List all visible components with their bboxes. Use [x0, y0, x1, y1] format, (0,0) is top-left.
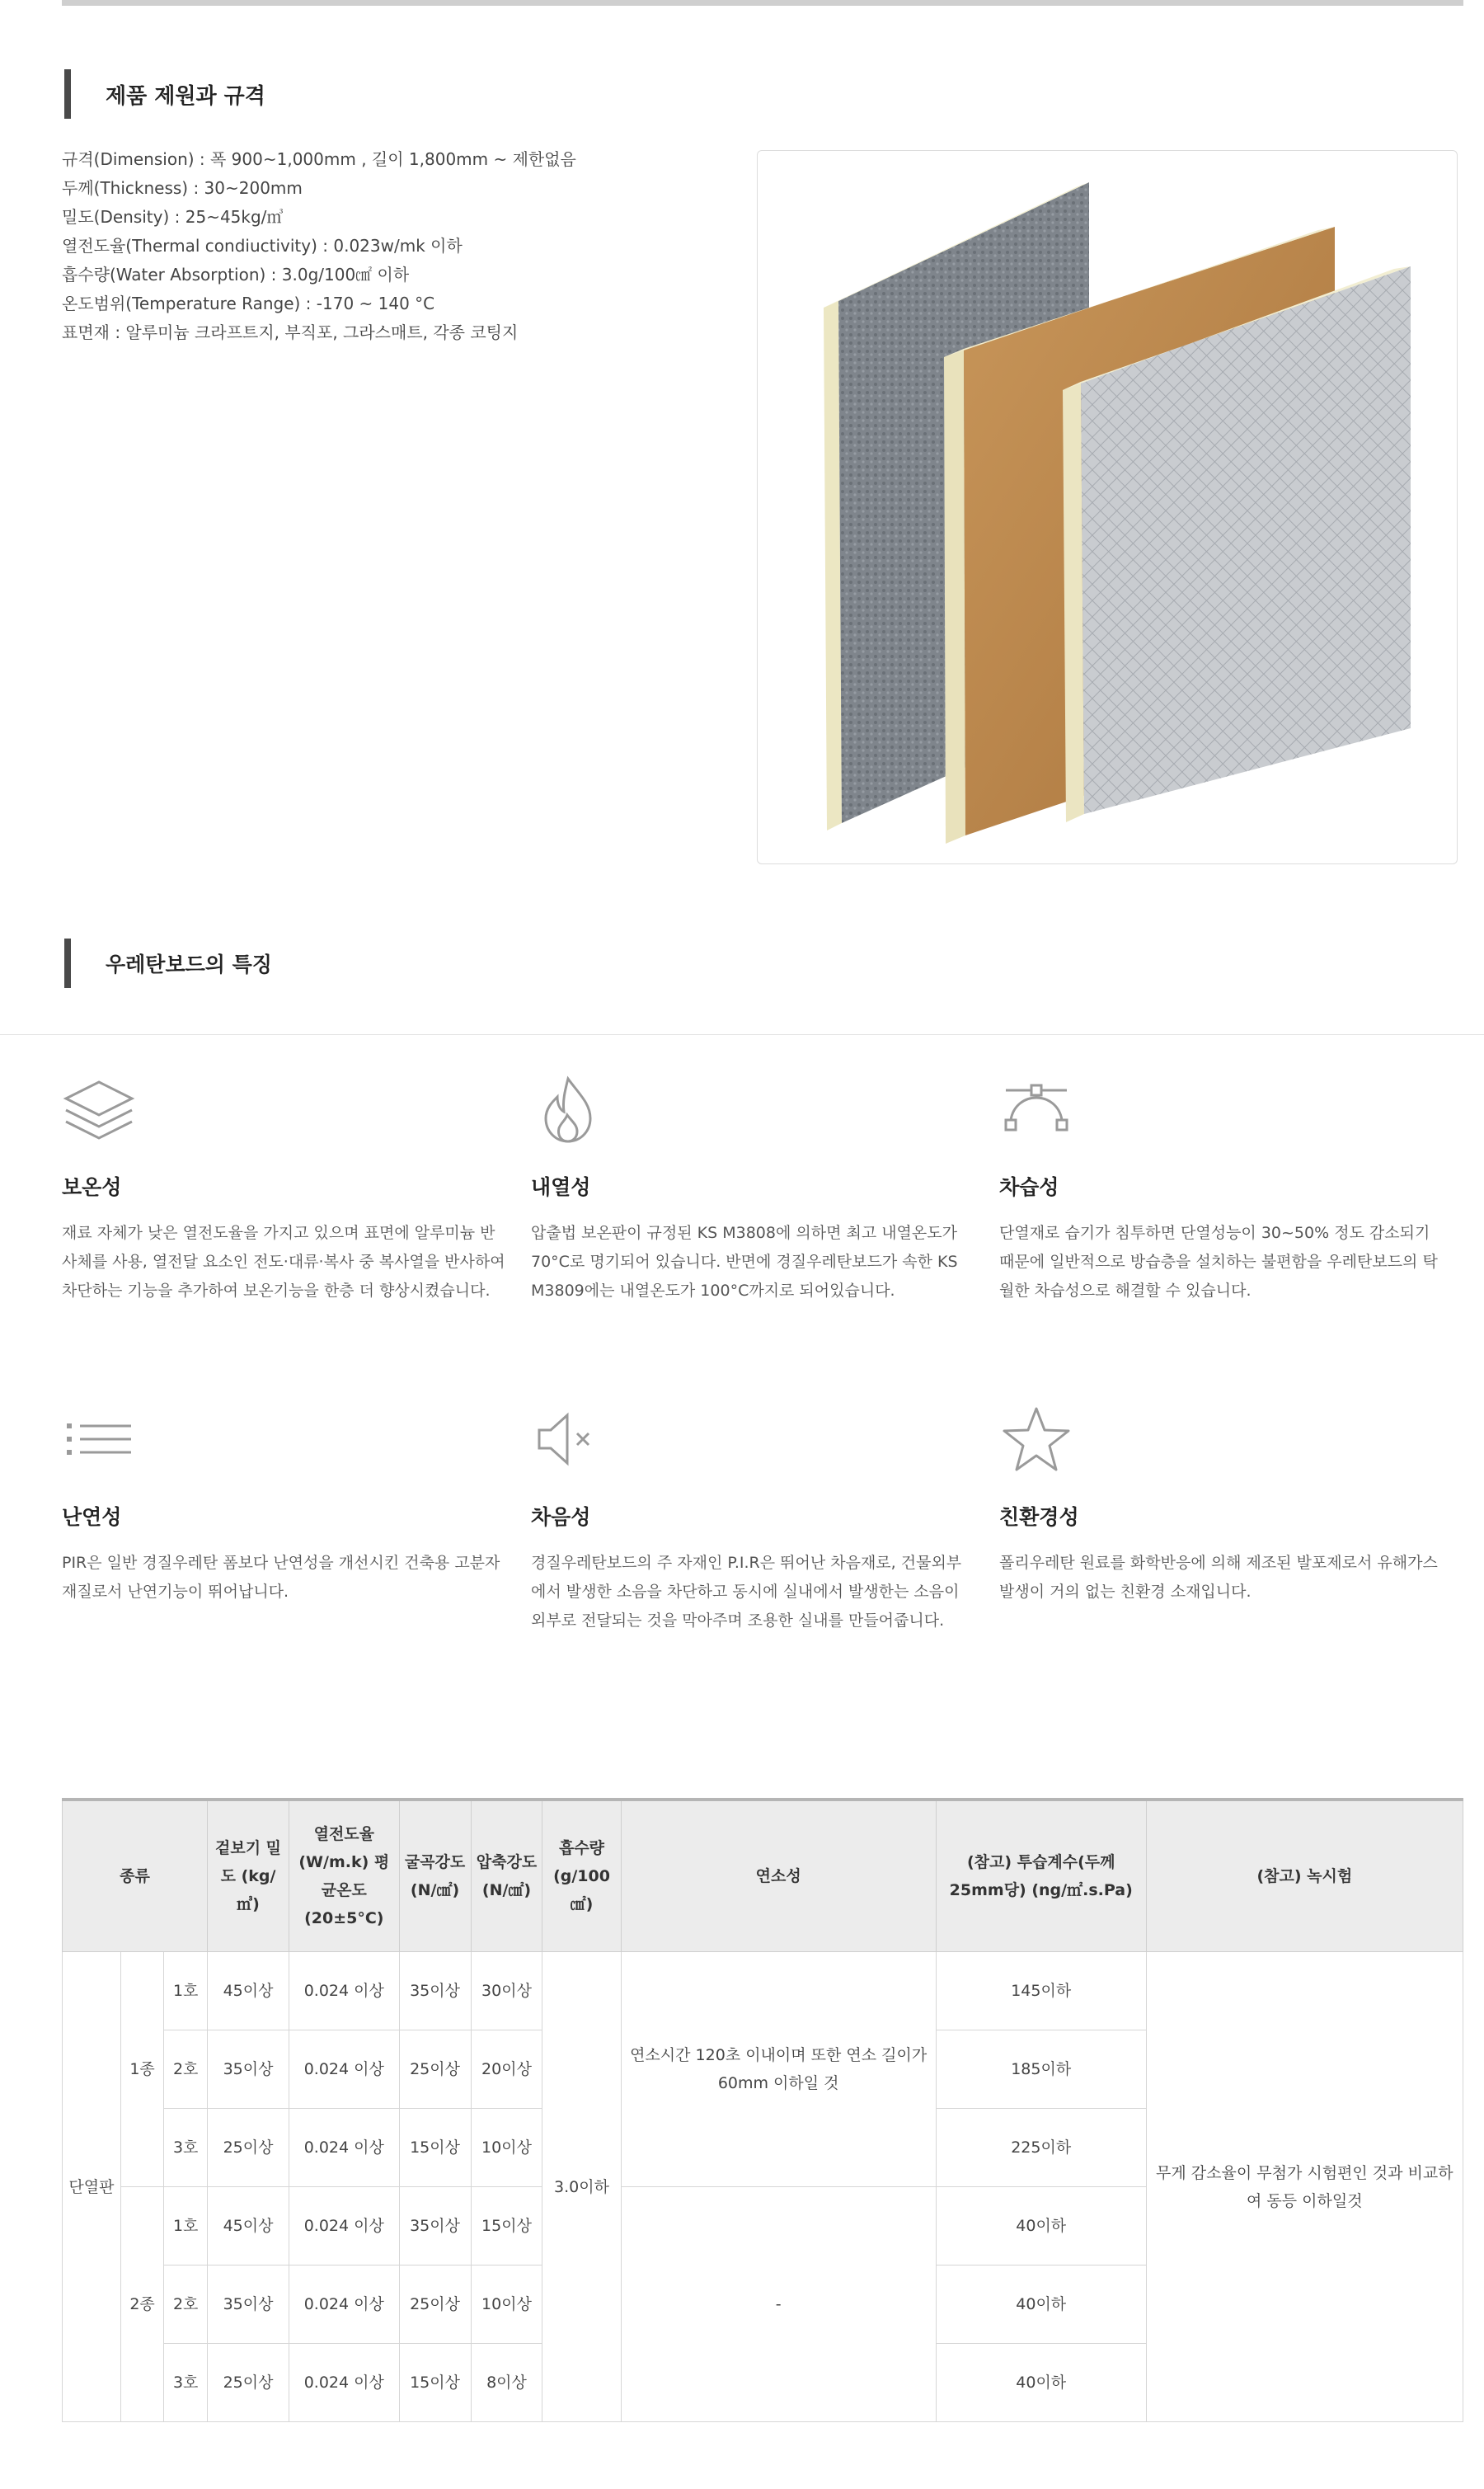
feature-desc: 단열재로 습기가 침투하면 단열성능이 30~50% 정도 감소되기 때문에 일반적으로 방습층을 설치하는 불편함을 우레탄보드의 탁월한 차습성으로 해결할 수 있습니다.: [999, 1224, 1438, 1300]
bending-cell: 25이상: [399, 2030, 471, 2109]
header-permeability: (참고) 투습계수(두께 25mm당) (ng/㎡.s.Pa): [936, 1800, 1146, 1952]
feature-heat-resistance: [531, 1072, 976, 1306]
spec-dimension: 규격(Dimension) : 폭 900~1,000mm , 길이 1,800mm ~ 제한없음: [62, 149, 576, 169]
feature-desc: 재료 자체가 낮은 열전도율을 가지고 있으며 표면에 알루미늄 반사체를 사용, 열전달 요소인 전도·대류·복사 중 복사열을 반사하여 차단하는 기능을 추가하여 보온기능을 한층 더 향상시켰습니다.: [62, 1224, 505, 1300]
feature-title: 차음성: [531, 1505, 591, 1529]
compression-cell: 20이상: [471, 2030, 542, 2109]
vector-curve-icon: [999, 1072, 1444, 1171]
insulation-boards-illustration: [758, 151, 1457, 863]
feature-desc: 압출법 보온판이 규정된 KS M3808에 의하면 최고 내열온도가 70°C로 명기되어 있습니다. 반면에 경질우레탄보드가 속한 KS M3809에는 내열온도가 100°C까지로 되어있습니다.: [531, 1224, 958, 1300]
weathering-cell: 무게 감소율이 무첨가 시험편인 것과 비교하여 동등 이하일것: [1146, 1952, 1463, 2422]
spec-table: [62, 1798, 1463, 2422]
spec-density: 밀도(Density) : 25~45kg/㎥: [62, 207, 284, 227]
feature-insulation: [62, 1072, 507, 1306]
compression-cell: 10이상: [471, 2109, 542, 2187]
grade-cell: 2호: [164, 2266, 208, 2344]
grade-cell: 3호: [164, 2109, 208, 2187]
table-row: [63, 1952, 1463, 2030]
bending-cell: 15이상: [399, 2344, 471, 2422]
spec-list: [62, 145, 721, 347]
features-divider: [0, 1034, 1484, 1035]
grade-cell: 1호: [164, 1952, 208, 2030]
layers-icon: [62, 1072, 507, 1171]
grade-cell: 3호: [164, 2344, 208, 2422]
bending-cell: 35이상: [399, 2187, 471, 2266]
feature-sound-insulation: [531, 1402, 976, 1635]
feature-title: 보온성: [62, 1175, 122, 1199]
density-cell: 45이상: [207, 1952, 289, 2030]
feature-title: 내열성: [531, 1175, 591, 1199]
kind-cell: 2종: [120, 2187, 164, 2422]
density-cell: 25이상: [207, 2109, 289, 2187]
compression-cell: 15이상: [471, 2187, 542, 2266]
conductivity-cell: 0.024 이상: [289, 2187, 399, 2266]
permeability-cell: 185이하: [936, 2030, 1146, 2109]
conductivity-cell: 0.024 이상: [289, 2030, 399, 2109]
bending-cell: 15이상: [399, 2109, 471, 2187]
kind-cell: 1종: [120, 1952, 164, 2187]
bending-cell: 35이상: [399, 1952, 471, 2030]
header-type: 종류: [63, 1800, 208, 1952]
permeability-cell: 40이하: [936, 2187, 1146, 2266]
permeability-cell: 225이하: [936, 2109, 1146, 2187]
feature-desc: PIR은 일반 경질우레탄 폼보다 난연성을 개선시킨 건축용 고분자 재질로서 난연기능이 뛰어납니다.: [62, 1554, 500, 1601]
spec-section-title: 제품 제원과 규격: [64, 69, 265, 119]
permeability-cell: 40이하: [936, 2266, 1146, 2344]
top-divider: [62, 0, 1463, 6]
density-cell: 45이상: [207, 2187, 289, 2266]
feature-title: 차습성: [999, 1175, 1059, 1199]
absorption-cell: 3.0이하: [542, 1952, 621, 2422]
grade-cell: 1호: [164, 2187, 208, 2266]
bending-cell: 25이상: [399, 2266, 471, 2344]
table-header-row: [63, 1800, 1463, 1952]
conductivity-cell: 0.024 이상: [289, 2266, 399, 2344]
header-compression: 압축강도 (N/㎠): [471, 1800, 542, 1952]
conductivity-cell: 0.024 이상: [289, 2344, 399, 2422]
compression-cell: 30이상: [471, 1952, 542, 2030]
conductivity-cell: 0.024 이상: [289, 2109, 399, 2187]
density-cell: 35이상: [207, 2266, 289, 2344]
feature-flame-retardant: [62, 1402, 507, 1607]
mute-speaker-icon: [531, 1402, 976, 1501]
list-icon: [62, 1402, 507, 1501]
conductivity-cell: 0.024 이상: [289, 1952, 399, 2030]
feature-moisture-barrier: [999, 1072, 1444, 1306]
flammability-cell: -: [621, 2187, 936, 2422]
feature-desc: 경질우레탄보드의 주 자재인 P.I.R은 뛰어난 차음재로, 건물외부에서 발생한 소음을 차단하고 동시에 실내에서 발생한는 소음이 외부로 전달되는 것을 막아주며 조용한 실내를 만들어줍니다.: [531, 1554, 962, 1630]
spec-temperature: 온도범위(Temperature Range) : -170 ~ 140 °C: [62, 294, 435, 313]
compression-cell: 8이상: [471, 2344, 542, 2422]
compression-cell: 10이상: [471, 2266, 542, 2344]
permeability-cell: 145이하: [936, 1952, 1146, 2030]
category-cell: 단열판: [63, 1952, 121, 2422]
flammability-cell: 연소시간 120초 이내이며 또한 연소 길이가 60mm 이하일 것: [621, 1952, 936, 2187]
spec-thickness: 두께(Thickness) : 30~200mm: [62, 178, 303, 198]
header-density: 겉보기 밀도 (kg/㎥): [207, 1800, 289, 1952]
header-weathering: (참고) 녹시험: [1146, 1800, 1463, 1952]
fire-icon: [531, 1072, 976, 1171]
star-icon: [999, 1402, 1444, 1501]
density-cell: 25이상: [207, 2344, 289, 2422]
header-conductivity: 열전도율(W/m.k) 평균온도(20±5°C): [289, 1800, 399, 1952]
feature-title: 친환경성: [999, 1505, 1079, 1529]
feature-desc: 폴리우레탄 원료를 화학반응에 의해 제조된 발포제로서 유해가스 발생이 거의 없는 친환경 소재입니다.: [999, 1554, 1438, 1601]
permeability-cell: 40이하: [936, 2344, 1146, 2422]
density-cell: 35이상: [207, 2030, 289, 2109]
spec-absorption: 흡수량(Water Absorption) : 3.0g/100㎠ 이하: [62, 265, 410, 285]
grade-cell: 2호: [164, 2030, 208, 2109]
header-absorption: 흡수량 (g/100㎠): [542, 1800, 621, 1952]
spec-conductivity: 열전도율(Thermal condiuctivity) : 0.023w/mk 이하: [62, 236, 463, 256]
product-image: [757, 150, 1458, 864]
spec-surface: 표면재 : 알루미늄 크라프트지, 부직포, 그라스매트, 각종 코팅지: [62, 322, 519, 342]
feature-title: 난연성: [62, 1505, 122, 1529]
feature-eco-friendly: [999, 1402, 1444, 1607]
header-flammability: 연소성: [621, 1800, 936, 1952]
features-section-title: 우레탄보드의 특징: [64, 939, 272, 988]
header-bending: 굴곡강도 (N/㎠): [399, 1800, 471, 1952]
